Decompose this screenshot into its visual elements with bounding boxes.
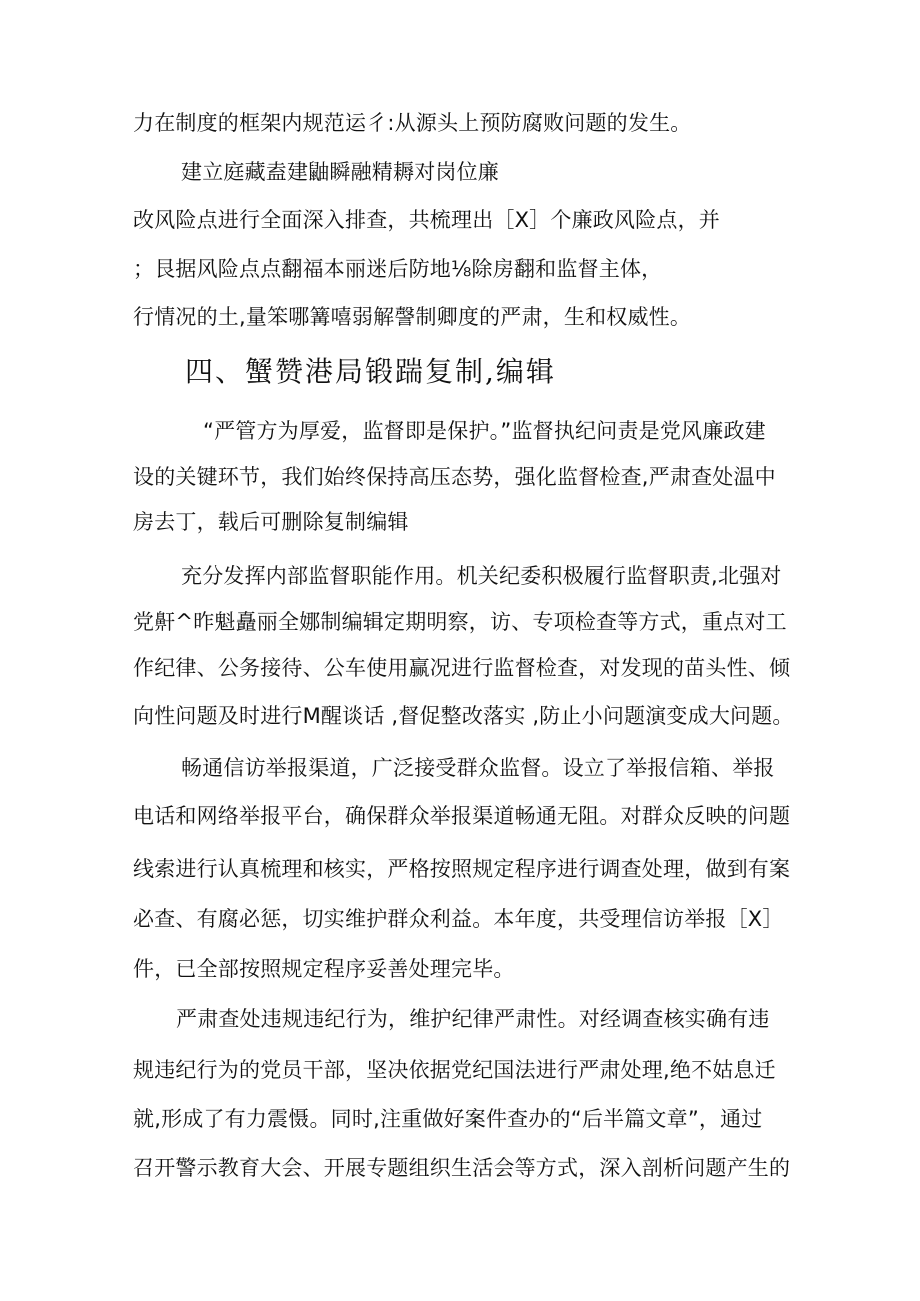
section-heading: 四、蟹赞港局锻踹复制,编辑	[185, 355, 556, 388]
paragraph-line: 线索进行认真梳理和核实，严格按照规定程序进行调查处理，做到有案	[133, 857, 791, 881]
paragraph-line: “严管方为厚爱，监督即是保护。”监督执纪问责是党风廉政建	[203, 419, 766, 443]
paragraph-line: 畅通信访举报渠道，广泛接受群众监督。设立了举报信箱、举报	[181, 756, 775, 780]
paragraph-line: 党鼾^昨魁矗丽全娜制编辑定期明察，访、专项检查等方式，重点对工	[133, 610, 787, 634]
paragraph-line: 就,形成了有力震慑。同时,注重做好案件查办的“后半篇文章”，通过	[133, 1107, 763, 1131]
paragraph-line: 房去丁，载后可删除复制编辑	[133, 510, 409, 534]
paragraph-line: 严肃查处违规违纪行为，维护纪律严肃性。对经调查核实确有违	[176, 1007, 770, 1031]
text-line: ；艮据风险点点翻福本丽迷后防地⅛除房翻和监督主体，	[133, 257, 663, 281]
text-line: 建立庭藏盍建鼬瞬融精耨对岗位廉	[181, 160, 499, 184]
paragraph-line: 作纪律、公务接待、公车使用赢况进行监督检查，对发现的苗头性、倾	[133, 656, 791, 680]
paragraph-line: 向性问题及时进行M醒谈话 ,督促整改落实 ,防止小问题演变成大问题。	[133, 704, 794, 728]
paragraph-line: 规违纪行为的党员干部，坚决依据党纪国法进行严肃处理,绝不姑息迁	[133, 1058, 776, 1082]
text-line: 力在制度的框架内规范运彳:从源头上预防腐败问题的发生。	[133, 111, 692, 135]
paragraph-line: 件，已全部按照规定程序妥善处理完毕。	[133, 957, 515, 981]
paragraph-line: 召开警示教育大会、开展专题组织生活会等方式，深入剖析问题产生的	[133, 1156, 791, 1180]
text-line: 改风险点进行全面深入排查，共梳理出［X］个廉政风险点，并	[133, 208, 720, 232]
paragraph-line: 设的关键环节，我们始终保持高压态势，强化监督检查,严肃查处温中	[133, 465, 776, 489]
text-line: 行情况的土,量笨哪篝嘻弱解謦制卿度的严肃，生和权威性。	[133, 305, 692, 329]
paragraph-line: 必查、有腐必惩，切实维护群众利益。本年度，共受理信访举报［X］	[133, 907, 784, 931]
paragraph-line: 充分发挥内部监督职能作用。机关纪委积极履行监督职责,北强对	[181, 564, 782, 588]
paragraph-line: 电话和网络举报平台，确保群众举报渠道畅通无阻。对群众反映的问题	[133, 804, 791, 828]
